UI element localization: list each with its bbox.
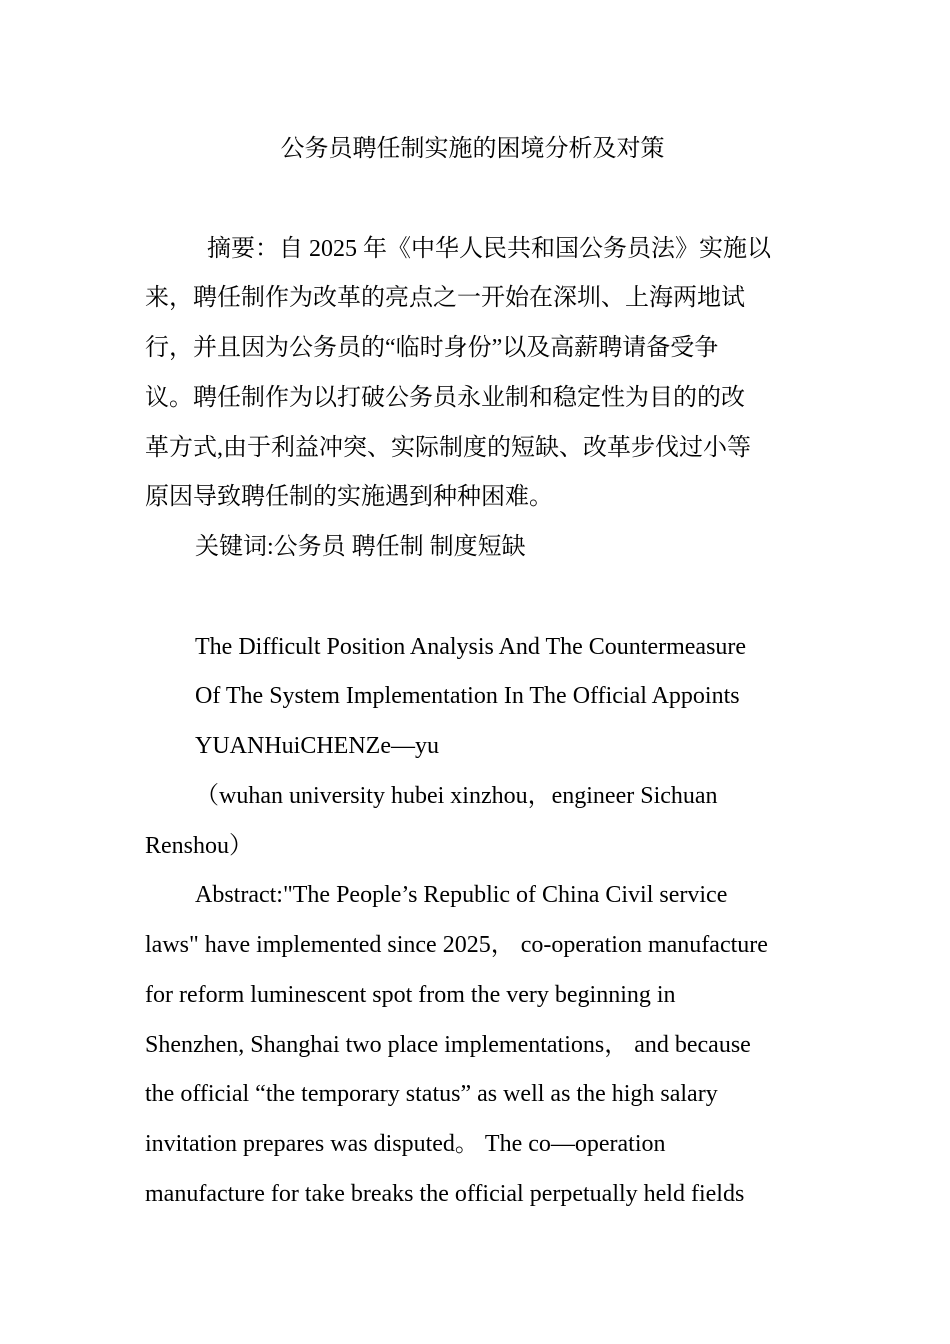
abstract-en-line: the official “the temporary status” as well as the high salary: [145, 1081, 718, 1108]
abstract-cn-line: 原因导致聘任制的实施遇到种种困难。: [145, 484, 553, 511]
abstract-cn-line: 议。聘任制作为以打破公务员永业制和稳定性为目的的改: [145, 384, 745, 411]
blank-line: [145, 573, 815, 623]
english-title-line: Of The System Implementation In The Official Appoints: [195, 683, 740, 710]
abstract-en-line: Abstract:"The People’s Republic of China Civil service: [195, 882, 728, 909]
abstract-en-line: manufacture for take breaks the official perpetually held fields: [145, 1180, 745, 1207]
document-title: 公务员聘任制实施的困境分析及对策: [280, 136, 665, 162]
abstract-cn-line: 来，聘任制作为改革的亮点之一开始在深圳、上海两地试: [145, 285, 745, 312]
abstract-en-line: laws" have implemented since 2025， co-operation manufacture: [145, 932, 768, 958]
abstract-en-line: for reform luminescent spot from the very beginning in: [145, 981, 676, 1008]
authors: YUANHuiCHENZe—yu: [195, 733, 439, 759]
document-page: [145, 125, 815, 1220]
abstract-cn-line: 行，并且因为公务员的“临时身份”以及高薪聘请备受争: [145, 335, 719, 361]
affiliation-line: （wuhan university hubei xinzhou，engineer Sichuan: [195, 782, 718, 809]
abstract-en-line: Shenzhen, Shanghai two place implementations， and because: [145, 1031, 751, 1058]
abstract-en-line: invitation prepares was disputed。 The co—operation: [145, 1131, 666, 1157]
blank-line: [145, 175, 815, 225]
abstract-cn-line: 革方式,由于利益冲突、实际制度的短缺、改革步伐过小等: [145, 434, 751, 461]
keywords-cn: 关键词:公务员 聘任制 制度短缺: [195, 534, 526, 560]
abstract-cn-line: 摘要：自 2025 年《中华人民共和国公务员法》实施以: [207, 235, 771, 262]
english-title-line: The Difficult Position Analysis And The Countermeasure: [195, 633, 747, 660]
affiliation-line: Renshou）: [145, 832, 253, 859]
